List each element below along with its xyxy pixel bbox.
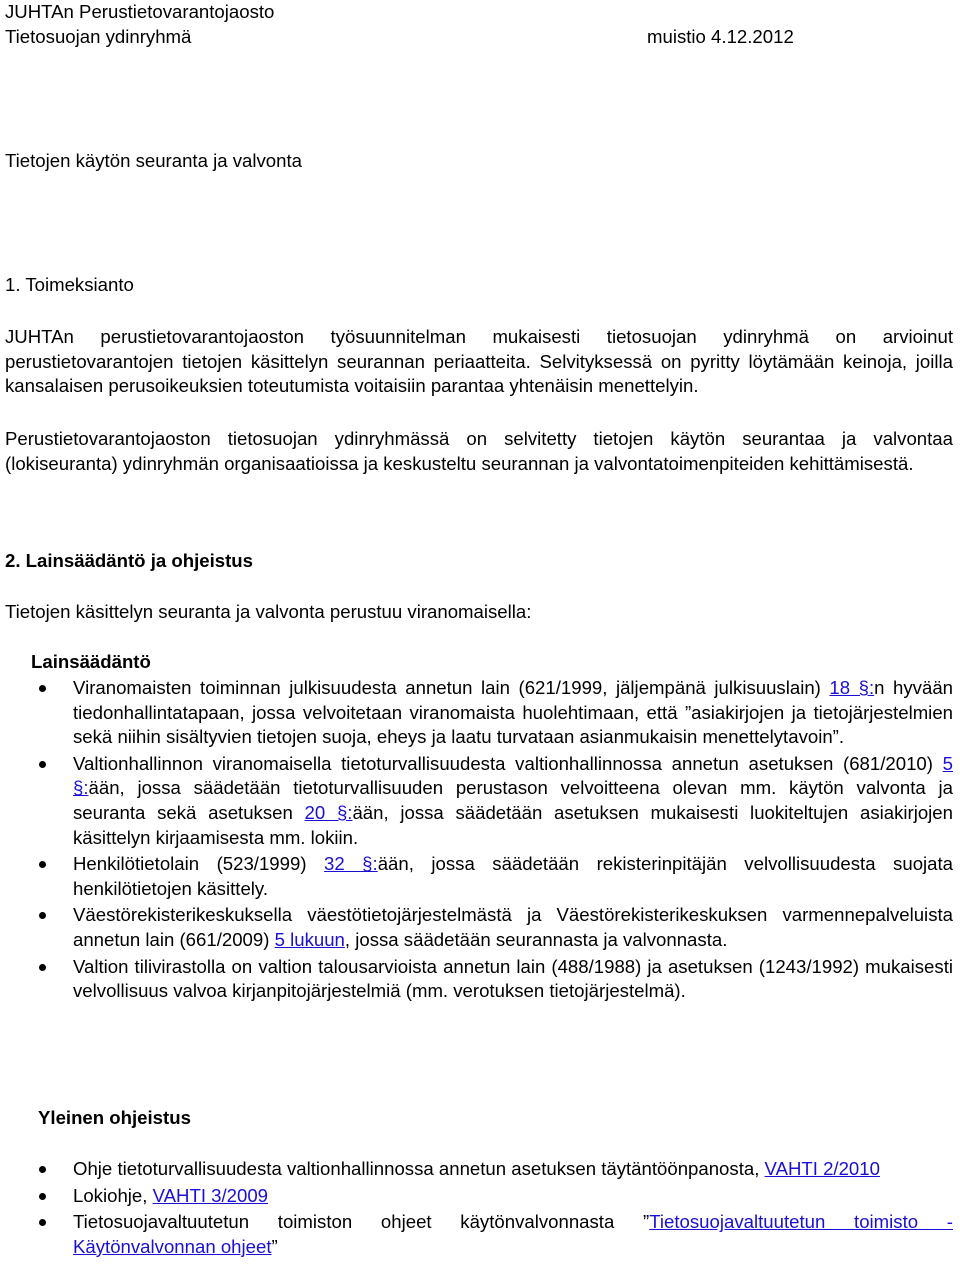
item-text: Lokiohje, xyxy=(73,1184,153,1206)
guidance-heading: Yleinen ohjeistus xyxy=(38,1107,191,1128)
item-text: ” xyxy=(271,1235,278,1257)
list-item xyxy=(0,852,953,901)
item-text: Tietosuojavaltuutetun toimiston ohjeet käytönvalvonnasta ” xyxy=(73,1211,650,1233)
section-1-heading: 1. Toimeksianto xyxy=(5,274,134,295)
law-link[interactable]: 5 §: xyxy=(73,752,953,799)
item-text: ään, jossa säädetään rekisterinpitäjän velvollisuudesta suojata henkilötietojen käsittely. xyxy=(73,853,954,899)
header-memo-date: muistio 4.12.2012 xyxy=(647,26,794,47)
list-item xyxy=(0,676,953,750)
document-title: Tietojen käytön seuranta ja valvonta xyxy=(5,150,302,171)
item-text: Valtion tilivirastolla on valtion talousarvioista annetun lain (488/1988) ja asetuksen (1243/1992) mukaisesti velvollisuus valvoa kirjanpitojärjestelmiä (mm. verotuksen tietojärjestelmä). xyxy=(73,955,953,1002)
item-text: Viranomaisten toiminnan julkisuudesta annetun lain (621/1999, jäljempänä julkisuuslain) xyxy=(73,677,830,698)
law-link[interactable]: 20 §: xyxy=(304,801,353,823)
list-item xyxy=(0,903,953,952)
item-text: Henkilötietolain (523/1999) xyxy=(73,853,325,875)
list-item xyxy=(0,752,953,850)
item-text: ään, jossa säädetään asetuksen mukaisesti luokiteltujen asiakirjojen käsittelyn kirjaamisesta mm. lokiin. xyxy=(73,801,953,848)
section-2-heading: 2. Lainsäädäntö ja ohjeistus xyxy=(5,550,253,571)
list-item xyxy=(0,1210,953,1259)
list-item xyxy=(0,1157,953,1182)
law-link[interactable]: 5 lukuun xyxy=(274,928,345,950)
bullet-icon xyxy=(39,964,46,971)
guidance-link[interactable]: VAHTI 3/2009 xyxy=(152,1184,269,1206)
bullet-icon xyxy=(39,1166,46,1173)
law-link[interactable]: 32 §: xyxy=(324,853,378,875)
bullet-icon xyxy=(39,685,46,692)
legislation-heading: Lainsäädäntö xyxy=(31,651,151,672)
section-2-intro: Tietojen käsittelyn seuranta ja valvonta perustuu viranomaisella: xyxy=(5,601,532,622)
guidance-link[interactable]: VAHTI 2/2010 xyxy=(764,1158,880,1179)
guidance-link[interactable]: Tietosuojavaltuutetun toimisto - Käytönvalvonnan ohjeet xyxy=(73,1211,953,1257)
bullet-icon xyxy=(39,1219,46,1226)
bullet-icon xyxy=(39,1193,46,1200)
bullet-icon xyxy=(39,861,46,868)
item-text: Valtionhallinnon viranomaisella tietoturvallisuudesta valtionhallinnossa annetun asetuksen (681/2010) xyxy=(73,752,943,774)
legislation-list xyxy=(0,676,953,1006)
list-item xyxy=(0,955,953,1004)
section-1-paragraph-2: Perustietovarantojaoston tietosuojan ydinryhmässä on selvitetty tietojen käytön seurantaa ja valvontaa (lokiseuranta) ydinryhmän organisaatioissa ja keskusteltu seurannan ja valvontatoimenpiteiden kehittämisestä. xyxy=(5,428,953,474)
section-1-paragraph-1: JUHTAn perustietovarantojaoston työsuunnitelman mukaisesti tietosuojan ydinryhmä on arvioinut perustietovarantojen tietojen käsittelyn seurannan periaatteita. Selvityksessä on pyritty löytämään keinoja, joilla kansalaisen perusoikeuksien toteutumista voitaisiin parantaa yhtenäisin menettelyin. xyxy=(5,326,953,397)
bullet-icon xyxy=(39,912,46,919)
guidance-list xyxy=(0,1157,953,1261)
header-group: Tietosuojan ydinryhmä xyxy=(5,26,192,47)
list-item xyxy=(0,1184,953,1209)
item-text: Väestörekisterikeskuksella väestötietojärjestelmästä ja Väestörekisterikeskuksen varmennepalveluista annetun lain (661/2009) xyxy=(73,904,953,950)
item-text: ään, jossa säädetään tietoturvallisuuden perustason velvoitteena olevan mm. käytön valvonta ja seuranta sekä asetuksen xyxy=(73,777,953,823)
law-link[interactable]: 18 §: xyxy=(829,677,875,698)
bullet-icon xyxy=(39,761,46,768)
header-organization: JUHTAn Perustietovarantojaosto xyxy=(5,1,275,22)
item-text: Ohje tietoturvallisuudesta valtionhallinnossa annetun asetuksen täytäntöönpanosta, xyxy=(73,1158,765,1179)
item-text: n hyvään tiedonhallintatapaan, jossa velvoitetaan viranomaista huolehtimaan, että ”asiakirjojen ja tietojärjestelmien sekä niihin sisältyvien tietojen suoja, eheys ja laatu turvataan asianmukaisin menettelytavoin”. xyxy=(73,677,953,748)
item-text: , jossa säädetään seurannasta ja valvonnasta. xyxy=(344,928,728,950)
